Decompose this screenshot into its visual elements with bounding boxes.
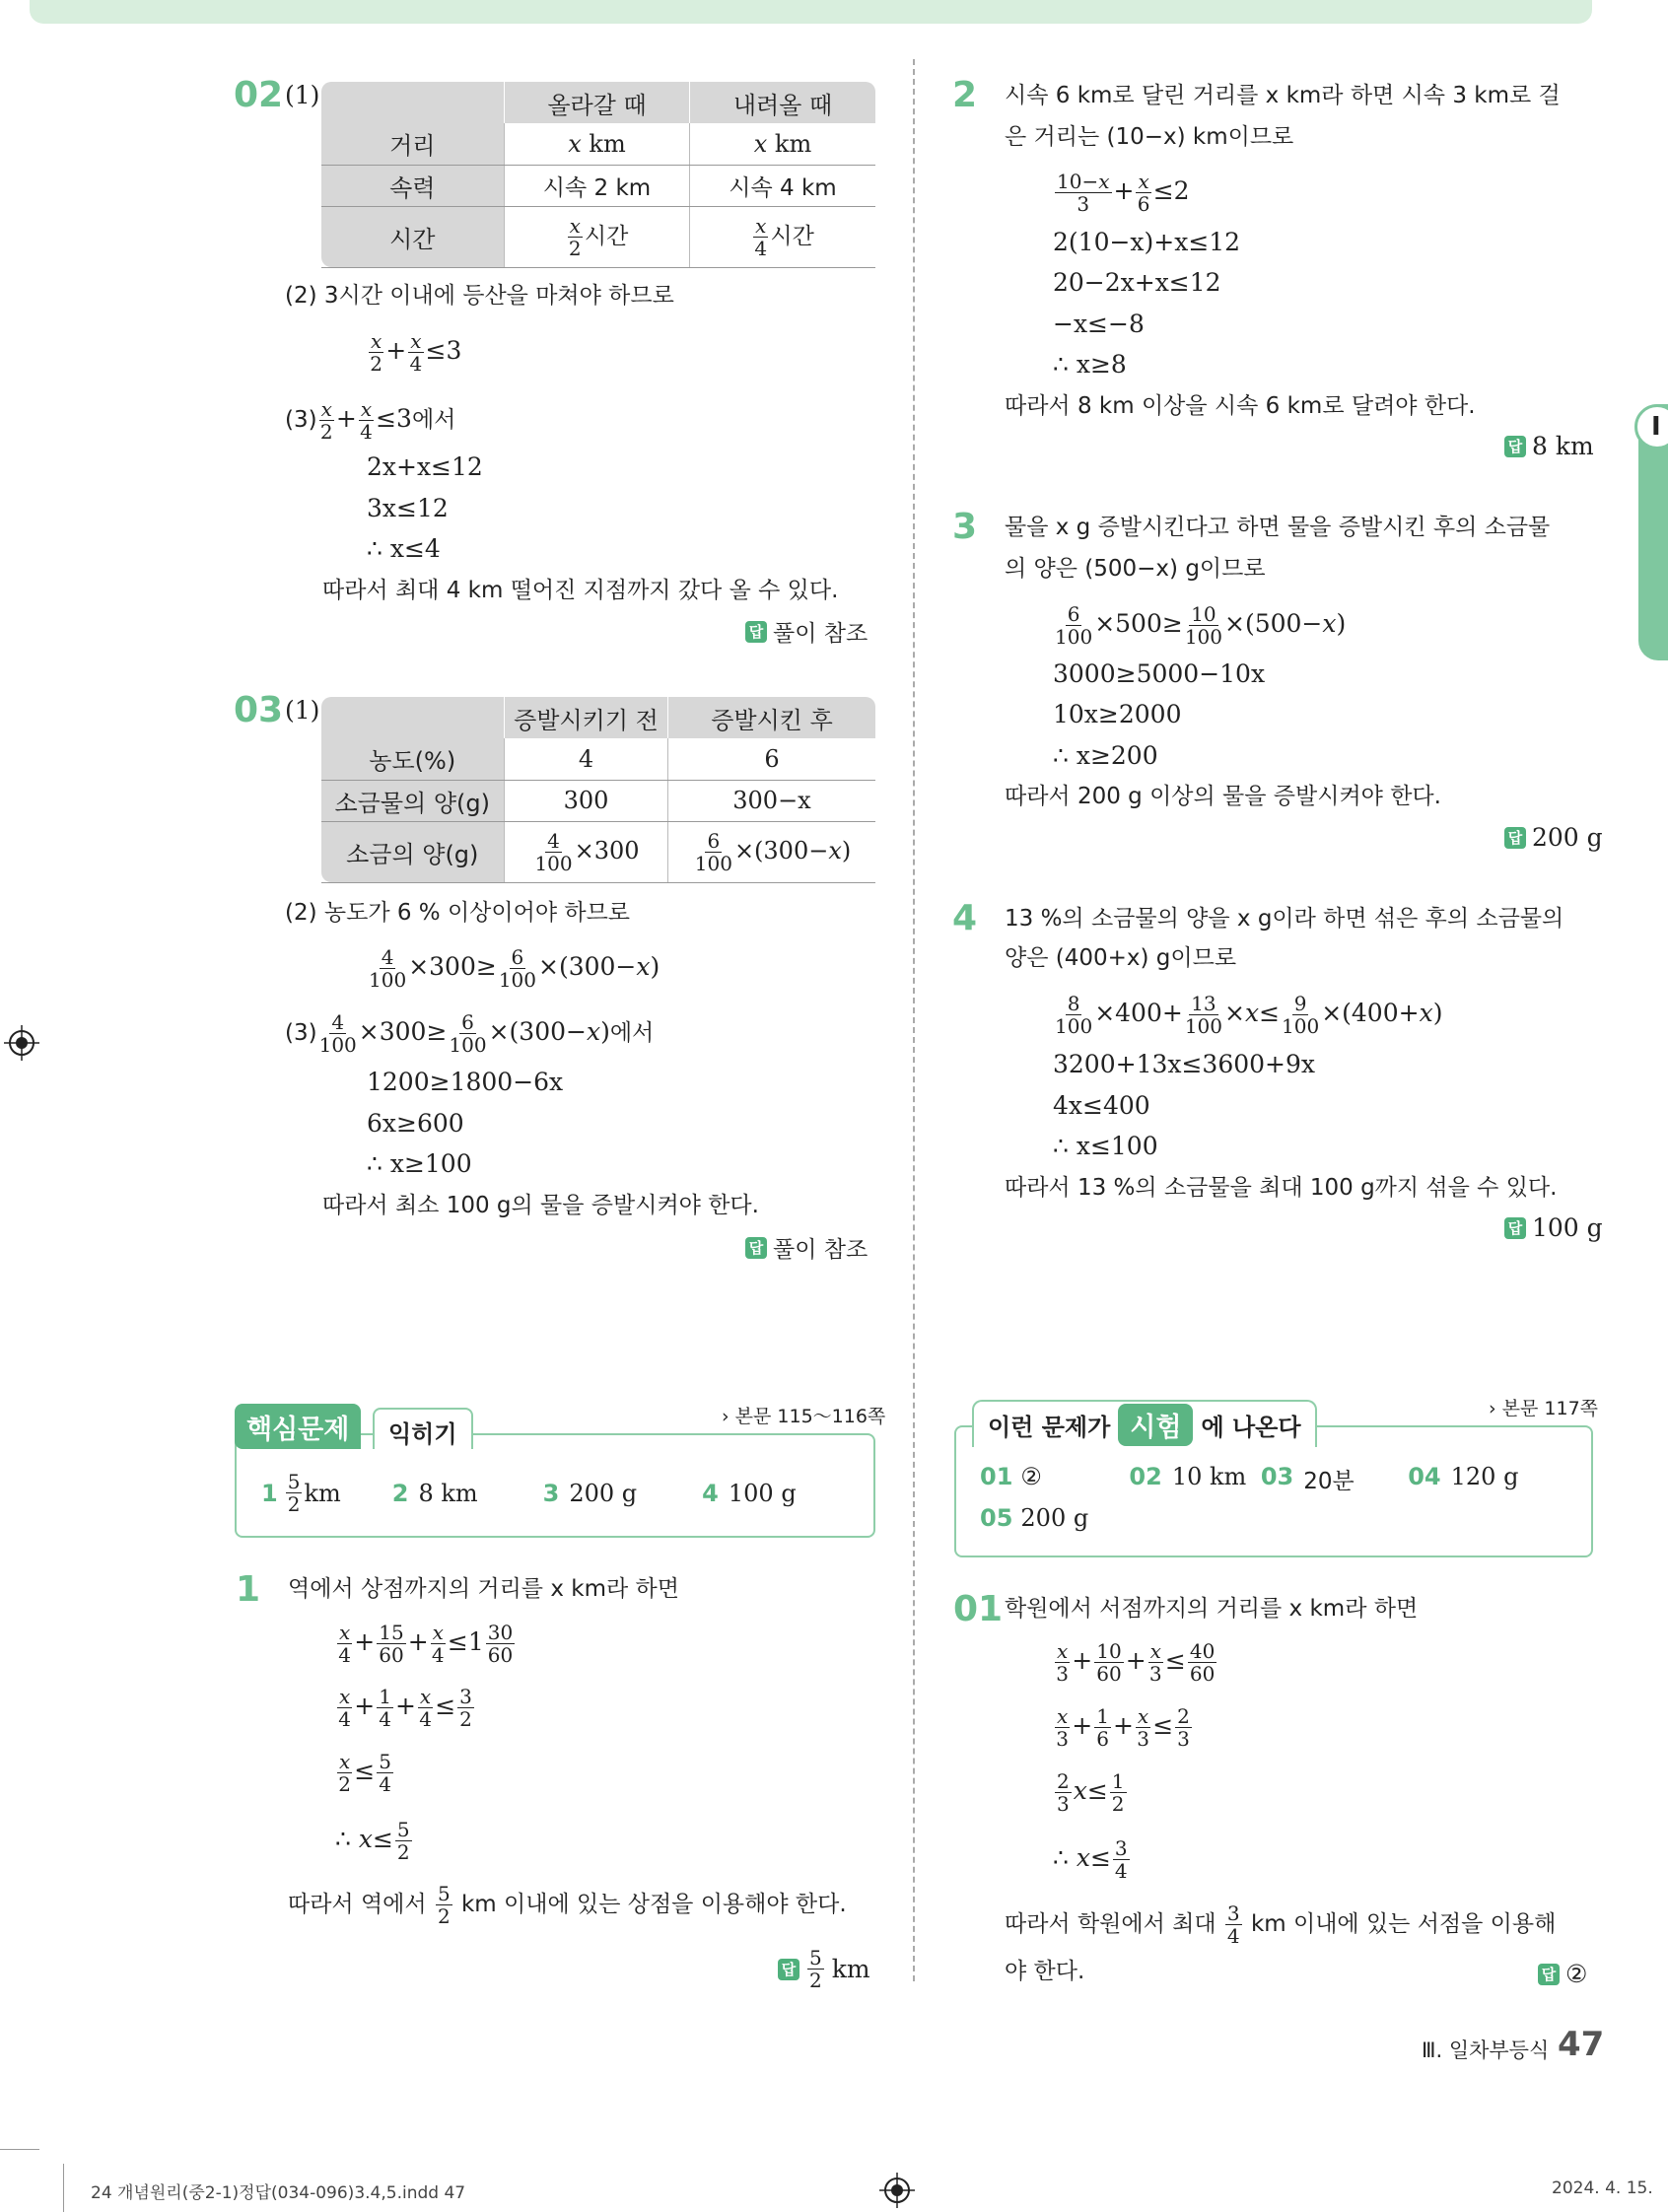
row-label: 속력 [321,165,505,206]
registration-mark-icon [879,2173,915,2208]
equation-line: 10x≥2000 [1053,700,1182,728]
conclusion: 따라서 최대 4 km 떨어진 지점까지 갔다 올 수 있다. [322,578,839,603]
equation: $\frac{x}{4}$ + $\frac{1}{4}$ + $\frac{x}{4}$ ≤ $\frac{3}{2}$ [338,1685,472,1731]
page-reference: › 본문 115～116쪽 [722,1406,886,1427]
exam-tag: 이런 문제가 시험 에 나온다 [972,1400,1317,1447]
exam-answers-row2: 05 200 g [980,1504,1089,1532]
conclusion: 따라서 역에서 $\frac{5}{2}$ km 이내에 있는 상점을 이용해야 한다. [288,1882,847,1928]
table-header: 올라갈 때 [505,82,690,123]
problem-number: 02 [234,75,284,115]
header-bar [30,0,1592,24]
row-label: 시간 [321,206,505,267]
equation-line: 20−2x+x≤12 [1053,268,1221,297]
row-label: 소금의 양(g) [321,821,505,882]
print-date: 2024. 4. 15. [1552,2178,1653,2198]
equation-line: 3000≥5000−10x [1053,659,1266,688]
equation: (3) $\frac{x}{2}$ + $\frac{x}{4}$ ≤3에서 [285,397,456,444]
conclusion: 따라서 학원에서 최대 $\frac{3}{4}$ km 이내에 있는 서점을 이용해 [1005,1901,1557,1948]
row-label: 농도(%) [321,738,505,780]
problem-number: 2 [952,75,978,115]
equation: (3) $\frac{4}{100}$ ×300≥ $\frac{6}{100}$ ×(300−x)에서 [285,1010,655,1057]
answer-icon: 답 [778,1959,799,1980]
answer: 답 8 km [1504,432,1594,460]
table-cell: x km [690,123,876,165]
conclusion: 따라서 200 g 이상의 물을 증발시켜야 한다. [1005,784,1441,809]
equation-line: 2x+x≤12 [367,452,483,481]
equation-line: ∴ x≥100 [367,1149,472,1178]
answer: 답 $\frac{5}{2}$ km [778,1947,870,1991]
conclusion: 따라서 최소 100 g의 물을 증발시켜야 한다. [322,1193,759,1218]
equation-line: 1200≥1800−6x [367,1068,564,1096]
equation: $\frac{8}{100}$ ×400+ $\frac{13}{100}$ ×x≤ $\frac{9}{100}$ ×(400+x) [1055,992,1443,1038]
equation-line: −x≤−8 [1053,310,1145,338]
problem-text: 13 %의 소금물의 양을 x g이라 하면 섞은 후의 소금물의 [1005,906,1564,932]
page-number: 47 [1558,2025,1605,2064]
column-divider [913,59,915,1981]
problem-number: 03 [234,690,284,730]
equation-line: 3x≤12 [367,494,449,522]
conclusion: 야 한다. [1005,1959,1085,1984]
table-cell: 6 [668,738,876,780]
table-cell: 4 [505,738,668,780]
equation: $\frac{x}{2}$ ≤ $\frac{5}{4}$ [338,1750,391,1796]
equation: ∴ x≤ $\frac{5}{2}$ [335,1818,410,1864]
equation: $\frac{x}{4}$ + $\frac{15}{60}$ + $\frac{x}{4}$ ≤1 $\frac{30}{60}$ [338,1621,514,1667]
equation-line: 6x≥600 [367,1109,464,1138]
row-label: 거리 [321,123,505,165]
answer-icon: 답 [1504,827,1526,849]
problem-text: 물을 x g 증발시킨다고 하면 물을 증발시킨 후의 소금물 [1005,515,1551,540]
equation-line: 4x≤400 [1053,1091,1150,1120]
problem-text: 학원에서 서점까지의 거리를 x km라 하면 [1005,1596,1419,1622]
answer: 답 ② [1538,1960,1587,1988]
problem-number: 01 [953,1589,1004,1629]
answer: 답 풀이 참조 [745,615,868,648]
footer-rule [0,2149,39,2150]
core-tag-sub: 익히기 [373,1408,473,1449]
chapter-label: Ⅲ. 일차부등식 [1422,2039,1550,2062]
equation: $\frac{10-x}{3}$ + $\frac{x}{6}$ ≤2 [1057,170,1190,216]
table-cell: $\frac{6}{100}$ ×(300−x) [668,821,876,882]
step-text: (2) 3시간 이내에 등산을 마쳐야 하므로 [285,283,674,309]
table-cell: $\frac{4}{100}$ ×300 [505,821,668,882]
table-cell: $\frac{x}{2}$ 시간 [505,206,690,267]
problem-text: 의 양은 (500−x) g이므로 [1005,556,1266,582]
mountain-table [320,82,875,268]
registration-mark-icon [4,1025,39,1061]
answer-icon: 답 [1504,436,1526,457]
table-cell: 300 [505,780,668,821]
equation: $\frac{4}{100}$ ×300≥ $\frac{6}{100}$ ×(300−x) [369,945,660,992]
equation-line: ∴ x≤100 [1053,1132,1158,1160]
problem-text: 양은 (400+x) g이므로 [1005,945,1237,971]
equation: $\frac{2}{3}$ x≤ $\frac{1}{2}$ [1057,1769,1125,1816]
table-cell: 시속 4 km [690,165,876,206]
equation: $\frac{6}{100}$ ×500≥ $\frac{10}{100}$ ×(500−x) [1055,602,1347,649]
answer: 답 풀이 참조 [745,1231,868,1264]
answer: 답 100 g [1504,1213,1603,1242]
equation-line: ∴ x≥200 [1053,741,1158,770]
equation-line: ∴ x≥8 [1053,350,1127,379]
equation: ∴ x≤ $\frac{3}{4}$ [1053,1836,1128,1883]
table-header: 내려올 때 [690,82,876,123]
sub-label: (1) [285,81,320,109]
problem-text: 시속 6 km로 달린 거리를 x km라 하면 시속 3 km로 걸 [1005,83,1561,108]
answer-icon: 답 [1538,1964,1560,1985]
answer-icon: 답 [745,1237,767,1259]
core-answers: 1 $\frac{5}{2}$ km 2 8 km 3 200 g 4 100 g [261,1470,797,1516]
table-cell: x km [505,123,690,165]
row-label: 소금물의 양(g) [321,780,505,821]
equation-line: ∴ x≤4 [367,534,441,563]
problem-number: 1 [236,1569,261,1610]
answer-icon: 답 [745,621,767,643]
equation: $\frac{x}{2}$ + $\frac{x}{4}$ ≤3 [370,329,462,376]
footer-tick [63,2164,64,2212]
sub-label: (1) [285,696,320,725]
equation-line: 2(10−x)+x≤12 [1053,228,1241,256]
table-cell: 시속 2 km [505,165,690,206]
table-header: 증발시킨 후 [668,697,876,738]
equation: $\frac{x}{3}$ + $\frac{10}{60}$ + $\frac{x}{3}$ ≤ $\frac{40}{60}$ [1056,1639,1216,1686]
answer: 답 200 g [1504,823,1603,852]
table-cell: 300−x [668,780,876,821]
problem-text: 역에서 상점까지의 거리를 x km라 하면 [288,1576,679,1602]
concentration-table [320,697,875,883]
table-cell: $\frac{x}{4}$ 시간 [690,206,876,267]
equation-line: 3200+13x≤3600+9x [1053,1050,1316,1078]
table-header: 증발시키기 전 [505,697,668,738]
equation: $\frac{x}{3}$ + $\frac{1}{6}$ + $\frac{x}{3}$ ≤ $\frac{2}{3}$ [1056,1704,1190,1751]
conclusion: 따라서 8 km 이상을 시속 6 km로 달려야 한다. [1005,393,1476,419]
problem-number: 3 [952,507,978,547]
problem-number: 4 [952,898,978,938]
core-tag: 핵심문제 [235,1404,361,1449]
page-reference: › 본문 117쪽 [1489,1398,1599,1419]
exam-answers-row1: 01 ② 02 10 km 03 20분 04 120 g [980,1463,1519,1494]
problem-text: 은 거리는 (10−x) km이므로 [1005,124,1294,150]
file-name: 24 개념원리(중2-1)정답(034-096)3.4,5.indd 47 [91,2183,466,2203]
conclusion: 따라서 13 %의 소금물을 최대 100 g까지 섞을 수 있다. [1005,1175,1558,1201]
chapter-side-tab-label: I [1651,412,1661,442]
answer-icon: 답 [1504,1217,1526,1239]
step-text: (2) 농도가 6 % 이상이어야 하므로 [285,900,631,926]
